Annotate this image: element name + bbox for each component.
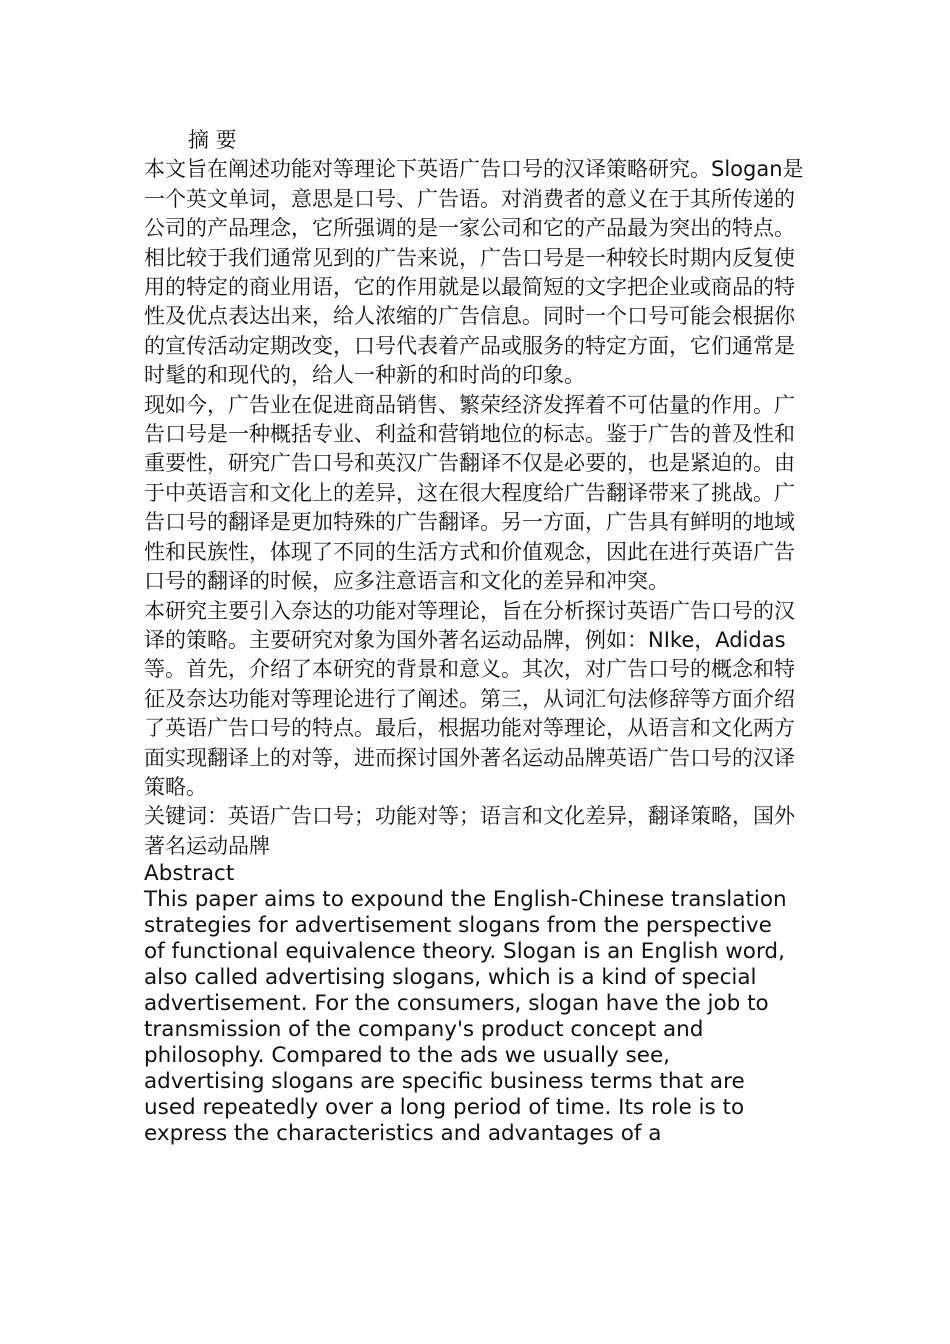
cn-abstract-title: 摘 要: [188, 128, 237, 152]
cn-keywords: 关键词：英语广告口号；功能对等；语言和文化差异，翻译策略，国外著名运动品牌: [144, 804, 795, 858]
cn-paragraph-2: 现如今，广告业在促进商品销售、繁荣经济发挥着不可估量的作用。广告口号是一种概括专业、利益和营销地位的标志。鉴于广告的普及性和重要性，研究广告口号和英汉广告翻译不仅是必要的，也是紧迫的。由于中英语言和文化上的差异，这在很大程度给广告翻译带来了挑战。广告口号的翻译是更加特殊的广告翻译。另一方面，广告具有鲜明的地域性和民族性，体现了不同的生活方式和价值观念，因此在进行英语广告口号的翻译的时候，应多注意语言和文化的差异和冲突。: [144, 392, 795, 594]
en-abstract-paragraph: This paper aims to expound the English-Chinese translation strategies for advertisement slogans from the perspective of functional equivalence theory. Slogan is an English word, also called advertising slogans, which is a kind of special advertisement. For the consumers, slogan have the job to transmission of the company's product concept and philosophy. Compared to the ads we usually see, advertising slogans are specific business terms that are used repeatedly over a long period of time. Its role is to express the characteristics and advantages of a: [144, 887, 787, 1147]
en-abstract-heading: Abstract: [144, 861, 235, 887]
document-body: [144, 126, 804, 1147]
cn-paragraph-3: 本研究主要引入奈达的功能对等理论，旨在分析探讨英语广告口号的汉译的策略。主要研究对象为国外著名运动品牌，例如：NIke，Adidas等。首先，介绍了本研究的背景和意义。其次，对广告口号的概念和特征及奈达功能对等理论进行了阐述。第三，从词汇句法修辞等方面介绍了英语广告口号的特点。最后，根据功能对等理论，从语言和文化两方面实现翻译上的对等，进而探讨国外著名运动品牌英语广告口号的汉译策略。: [144, 598, 795, 799]
cn-paragraph-1: 本文旨在阐述功能对等理论下英语广告口号的汉译策略研究。Slogan是一个英文单词，意思是口号、广告语。对消费者的意义在于其所传递的公司的产品理念，它所强调的是一家公司和它的产品最为突出的特点。相比较于我们通常见到的广告来说，广告口号是一种较长时期内反复使用的特定的商业用语，它的作用就是以最简短的文字把企业或商品的特性及优点表达出来，给人浓缩的广告信息。同时一个口号可能会根据你的宣传活动定期改变，口号代表着产品或服务的特定方面，它们通常是时髦的和现代的，给人一种新的和时尚的印象。: [144, 157, 804, 388]
